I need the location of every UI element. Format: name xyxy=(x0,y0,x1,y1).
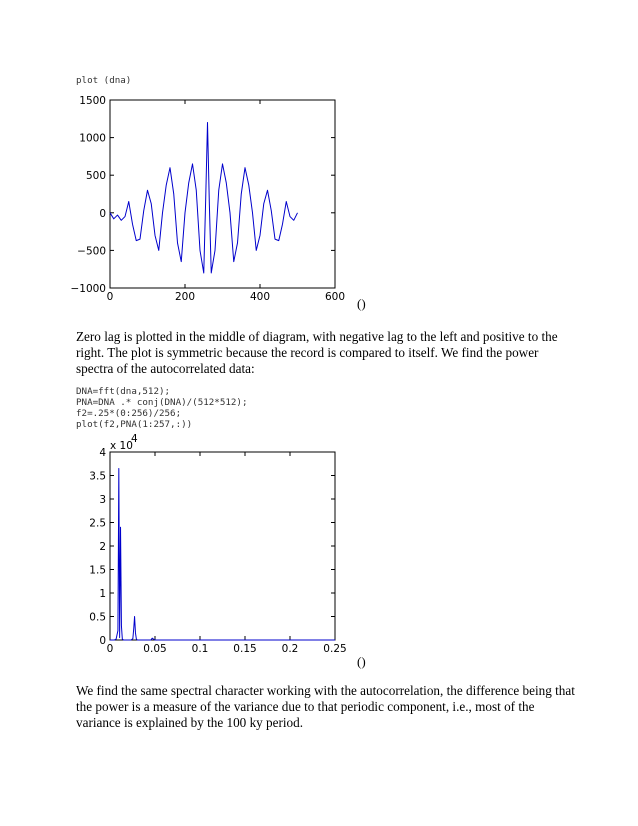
x-tick-label: 0.15 xyxy=(233,643,257,655)
code-line: plot(f2,PNA(1:257,:)) xyxy=(76,419,193,430)
y-tick-label: 1500 xyxy=(79,95,106,107)
y-tick-label: 2 xyxy=(99,541,106,553)
code-line: plot (dna) xyxy=(76,75,132,86)
equation-number-1: () xyxy=(357,296,366,311)
code-line: DNA=fft(dna,512); xyxy=(76,386,171,397)
y-tick-label: 2.5 xyxy=(89,517,106,530)
y-exponent-power: 4 xyxy=(131,433,138,445)
code-line: f2=.25*(0:256)/256; xyxy=(76,408,182,419)
y-tick-label: −1000 xyxy=(70,283,106,295)
series-line xyxy=(110,468,335,640)
y-tick-label: 0.5 xyxy=(89,611,106,624)
y-tick-label: 3 xyxy=(99,494,106,506)
x-tick-label: 0 xyxy=(106,291,114,303)
x-tick-label: 600 xyxy=(324,291,346,303)
code-line: PNA=DNA .* conj(DNA)/(512*512); xyxy=(76,397,248,408)
x-tick-label: 200 xyxy=(174,291,196,303)
y-tick-label: −500 xyxy=(77,245,106,258)
paragraph-2: We find the same spectral character working with the autocorrelation, the difference being that the power is a measure of the variance due to that periodic component, i.e., most of the variance is explained by the 100 ky period. xyxy=(76,683,575,730)
y-tick-label: 0 xyxy=(99,635,106,647)
y-tick-label: 1 xyxy=(99,588,106,600)
y-tick-label: 0 xyxy=(99,207,106,220)
y-tick-label: 4 xyxy=(99,447,106,459)
x-tick-label: 0 xyxy=(106,643,114,655)
y-tick-label: 1000 xyxy=(79,132,106,145)
x-tick-label: 0.2 xyxy=(281,643,299,655)
paragraph-1: Zero lag is plotted in the middle of diagram, with negative lag to the left and positive to the right. The plot is symmetric because the record is compared to itself. We find the power spectra of the autocorrelated data: xyxy=(76,329,558,376)
y-tick-label: 3.5 xyxy=(89,470,106,483)
x-tick-label: 0.25 xyxy=(323,643,347,655)
x-tick-label: 0.05 xyxy=(143,643,167,655)
x-tick-label: 400 xyxy=(249,291,271,303)
y-tick-label: 1.5 xyxy=(89,564,106,577)
x-tick-label: 0.1 xyxy=(191,643,209,655)
equation-number-2: () xyxy=(357,654,366,669)
y-exponent-label: x 10 xyxy=(110,440,133,452)
plot-frame xyxy=(110,452,335,640)
y-tick-label: 500 xyxy=(85,170,106,183)
